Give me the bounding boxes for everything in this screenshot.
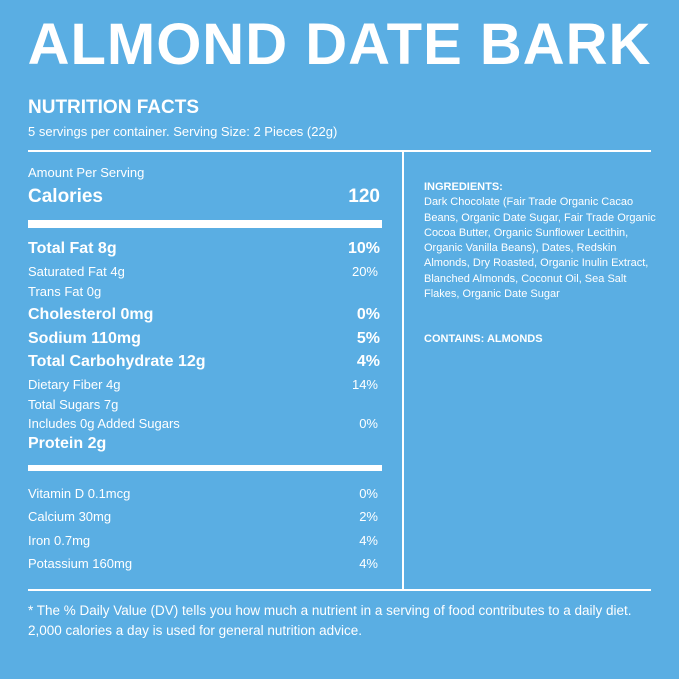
nutrient-label: Total Carbohydrate 12g xyxy=(28,353,206,370)
nutrient-dv: 10% xyxy=(347,240,380,257)
nutrient-dv: 0% xyxy=(356,306,380,323)
calories-value: 120 xyxy=(348,186,380,207)
nutrient-row-trans-fat xyxy=(28,284,380,299)
vitamin-label: Iron 0.7mg xyxy=(28,533,91,548)
vitamin-dv: 2% xyxy=(359,509,378,524)
nutrient-label: Trans Fat 0g xyxy=(28,284,102,299)
daily-value-footnote: * The % Daily Value (DV) tells you how much a nutrient in a serving of food contributes to a daily diet. 2,000 calories a day is used for general nutrition advice. xyxy=(28,603,632,638)
nutrient-row-cholesterol xyxy=(28,306,380,324)
nutrient-row-total-sugars xyxy=(28,397,380,412)
nutrient-dv: 20% xyxy=(351,264,378,279)
nutrient-row-total-fat xyxy=(28,240,380,258)
vitamins-divider xyxy=(28,465,382,471)
nutrient-label: Sodium 110mg xyxy=(28,330,141,347)
bottom-divider xyxy=(28,589,651,591)
vitamin-label: Vitamin D 0.1mcg xyxy=(28,486,131,501)
nutrient-dv: 14% xyxy=(351,377,378,392)
vitamin-row-potassium xyxy=(28,556,380,571)
vitamin-row-calcium xyxy=(28,509,380,524)
nutrient-label: Includes 0g Added Sugars xyxy=(28,416,180,431)
nutrition-facts-heading: NUTRITION FACTS xyxy=(28,97,199,118)
nutrient-row-total-carbohydrate xyxy=(28,353,380,371)
vitamin-dv: 4% xyxy=(359,556,378,571)
nutrient-row-sodium xyxy=(28,330,380,348)
ingredients-text: Dark Chocolate (Fair Trade Organic Cacao Beans, Organic Date Sugar, Fair Trade Organic Cocoa Butter, Organic Sunflower Lecithin, Organic Vanilla Beans), Dates, Redskin Almonds, Dry Roasted, Organic Inulin Extract, Blanched Almonds, Coconut Oil, Sea Salt Flakes, Organic Date Sugar xyxy=(424,196,656,301)
nutrient-row-protein xyxy=(28,435,380,453)
allergen-statement: CONTAINS: ALMONDS xyxy=(424,333,543,345)
ingredients-heading: INGREDIENTS: xyxy=(424,181,503,193)
vitamin-row-vitamin-d xyxy=(28,486,380,501)
nutrient-row-saturated-fat xyxy=(28,264,380,279)
nutrient-row-dietary-fiber xyxy=(28,377,380,392)
vitamin-row-iron xyxy=(28,533,380,548)
vitamin-dv: 0% xyxy=(359,486,378,501)
thick-divider xyxy=(28,220,382,228)
nutrient-label: Total Sugars 7g xyxy=(28,397,119,412)
ingredients-block xyxy=(424,180,656,302)
nutrient-label: Protein 2g xyxy=(28,435,107,452)
amount-per-serving xyxy=(28,165,380,180)
nutrient-dv: 5% xyxy=(356,330,380,347)
top-divider xyxy=(28,150,651,152)
vitamin-label: Potassium 160mg xyxy=(28,556,133,571)
vitamin-label: Calcium 30mg xyxy=(28,509,112,524)
nutrient-label: Dietary Fiber 4g xyxy=(28,377,121,392)
calories-label: Calories xyxy=(28,186,103,207)
calories-row xyxy=(28,186,380,208)
nutrient-label: Cholesterol 0mg xyxy=(28,306,154,323)
column-divider xyxy=(402,152,404,590)
nutrient-row-added-sugars xyxy=(28,416,380,431)
nutrient-label: Saturated Fat 4g xyxy=(28,264,125,279)
nutrient-dv: 0% xyxy=(359,416,378,431)
serving-info: 5 servings per container. Serving Size: 2 Pieces (22g) xyxy=(28,124,338,139)
amount-per-serving-label: Amount Per Serving xyxy=(28,165,145,180)
product-title: ALMOND DATE BARK xyxy=(27,12,652,77)
nutrient-dv: 4% xyxy=(356,353,380,370)
vitamin-dv: 4% xyxy=(359,533,378,548)
nutrient-label: Total Fat 8g xyxy=(28,240,117,257)
